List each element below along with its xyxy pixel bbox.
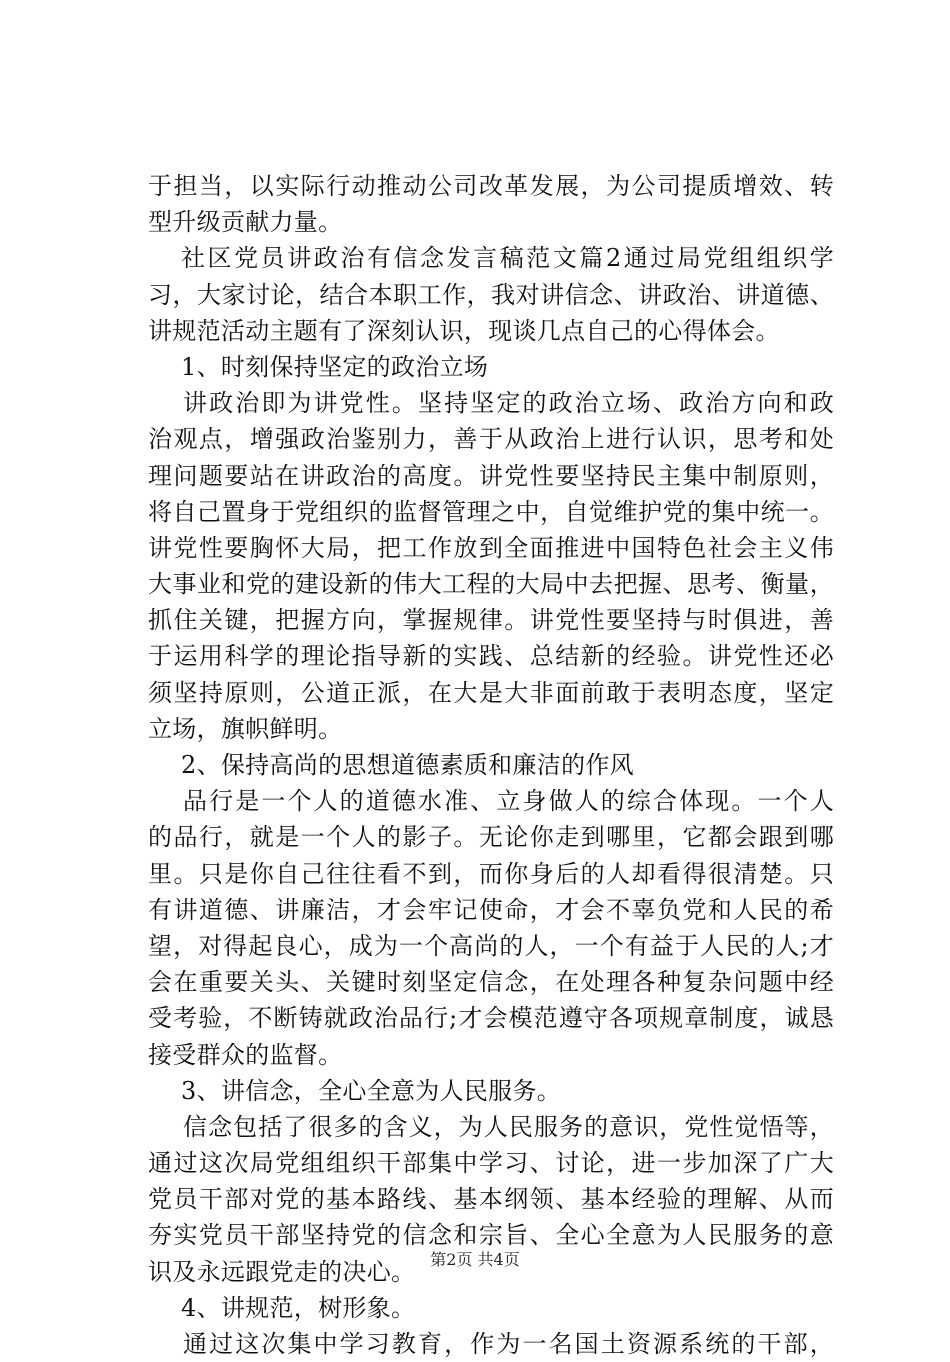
text-line: 通过这次集中学习教育，作为一名国土资源系统的干部， xyxy=(183,1330,834,1358)
section-heading: 3、讲信念，全心全意为人民服务。 xyxy=(181,1076,562,1105)
text-line: 将自己置身于党组织的监督管理之中，自觉维护党的集中统一。 xyxy=(148,497,834,526)
text-line: 大事业和党的建设新的伟大工程的大局中去把握、思考、衡量， xyxy=(148,570,834,599)
text-line: 有讲道德、讲廉洁，才会牢记使命，才会不辜负党和人民的希 xyxy=(148,895,834,924)
text-line: 望，对得起良心，成为一个高尚的人，一个有益于人民的人;才 xyxy=(148,931,834,960)
text-line: 习，大家讨论，结合本职工作，我对讲信念、讲政治、讲道德、 xyxy=(148,280,834,309)
text-line: 通过这次局党组组织干部集中学习、讨论，进一步加深了广大 xyxy=(148,1149,834,1178)
text-line: 于担当，以实际行动推动公司改革发展，为公司提质增效、转 xyxy=(148,172,834,200)
text-line: 品行是一个人的道德水准、立身做人的综合体现。一个人 xyxy=(183,787,834,816)
text-line: 识及永远跟党走的决心。 xyxy=(148,1257,416,1286)
section-heading: 2、保持高尚的思想道德素质和廉洁的作风 xyxy=(181,751,634,779)
text-line: 治观点，增强政治鉴别力，善于从政治上进行认识，思考和处 xyxy=(148,425,834,454)
text-line: 抓住关键，把握方向，掌握规律。讲党性要坚持与时俱进，善 xyxy=(148,606,834,635)
text-line: 于运用科学的理论指导新的实践、总结新的经验。讲党性还必 xyxy=(148,642,834,671)
text-line: 党员干部对党的基本路线、基本纲领、基本经验的理解、从而 xyxy=(148,1185,834,1214)
text-line: 受考验，不断铸就政治品行;才会模范遵守各项规章制度，诚恳 xyxy=(148,1004,834,1033)
text-line: 接受群众的监督。 xyxy=(148,1040,343,1069)
section-heading: 4、讲规范，树形象。 xyxy=(181,1293,416,1322)
text-line: 须坚持原则，公道正派，在大是大非面前敢于表明态度，坚定 xyxy=(148,678,834,707)
text-line: 信念包括了很多的含义，为人民服务的意识，党性觉悟等， xyxy=(183,1112,834,1141)
document-body xyxy=(148,168,834,1362)
page-number-footer: 第2页 共4页 xyxy=(430,1250,520,1269)
text-line: 里。只是你自己往往看不到，而你身后的人却看得很清楚。只 xyxy=(148,859,834,888)
text-line: 讲规范活动主题有了深刻认识，现谈几点自己的心得体会。 xyxy=(148,316,780,345)
section-heading: 1、时刻保持坚定的政治立场 xyxy=(181,352,489,381)
text-line: 夯实党员干部坚持党的信念和宗旨、全心全意为人民服务的意 xyxy=(148,1221,834,1250)
text-line: 社区党员讲政治有信念发言稿范文篇2通过局党组组织学 xyxy=(181,244,834,273)
text-line: 会在重要关头、关键时刻坚定信念，在处理各种复杂问题中经 xyxy=(148,968,834,997)
text-line: 立场，旗帜鲜明。 xyxy=(148,714,343,743)
text-line: 的品行，就是一个人的影子。无论你走到哪里，它都会跟到哪 xyxy=(148,823,834,852)
text-line: 理问题要站在讲政治的高度。讲党性要坚持民主集中制原则， xyxy=(148,461,834,490)
text-line: 讲党性要胸怀大局，把工作放到全面推进中国特色社会主义伟 xyxy=(148,533,834,562)
text-line: 讲政治即为讲党性。坚持坚定的政治立场、政治方向和政 xyxy=(183,389,834,418)
text-line: 型升级贡献力量。 xyxy=(148,208,343,237)
